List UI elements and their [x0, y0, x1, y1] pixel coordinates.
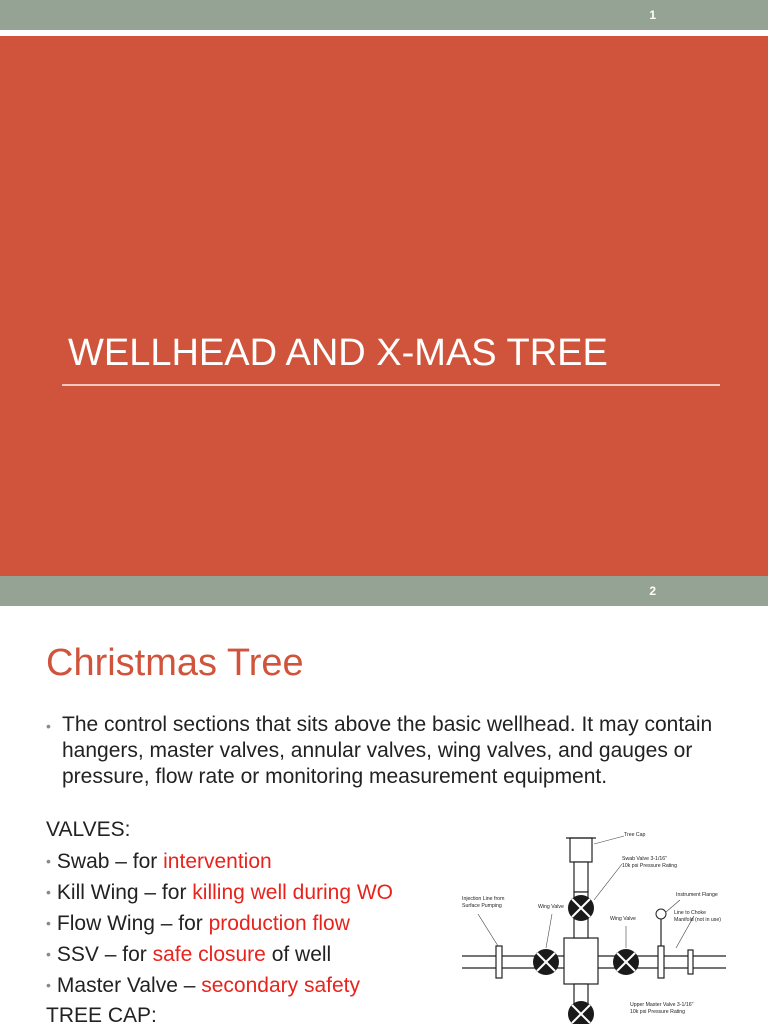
- title-underline: [62, 384, 720, 386]
- intro-paragraph: The control sections that sits above the basic wellhead. It may contain hangers, master valves, annular valves, wing valves, and gauges or pressure, flow rate or monitoring measurement equipment.: [62, 713, 713, 788]
- content-slide[interactable]: [0, 606, 768, 1024]
- valve-label: Swab – for: [56, 850, 164, 873]
- bullet-icon: •: [46, 977, 51, 993]
- title-slide[interactable]: [0, 36, 768, 576]
- valve-label: Master Valve –: [56, 974, 202, 997]
- valve-purpose: production flow: [208, 912, 350, 935]
- diagram-label: Wing Valve: [610, 916, 636, 922]
- diagram-label: Instrument Flange: [676, 892, 718, 898]
- bullet-icon: •: [46, 853, 51, 869]
- valves-heading: VALVES:: [46, 818, 131, 841]
- tree-cap-heading: TREE CAP:: [46, 1004, 157, 1024]
- diagram-label: Wing Valve: [538, 904, 564, 910]
- bullet-icon: •: [46, 884, 51, 900]
- valve-purpose: killing well during WO: [192, 881, 394, 904]
- slide-number: 1: [649, 8, 656, 22]
- diagram-label: 10k psi Pressure Rating: [622, 863, 678, 869]
- bullet-icon: •: [46, 718, 51, 734]
- slide-2-header-band: [0, 576, 768, 606]
- diagram-label: Upper Master Valve 3-1/16": [630, 1002, 694, 1008]
- diagram-label: Manifold (not in use): [674, 917, 721, 923]
- slide-1-header-band: [0, 0, 768, 30]
- wing-valve-left-icon: [533, 949, 559, 975]
- wing-valve-right-icon: [613, 949, 639, 975]
- valve-label: SSV – for: [56, 943, 153, 966]
- diagram-label: 10k psi Pressure Rating: [630, 1009, 686, 1015]
- swab-valve-icon: [568, 895, 594, 921]
- valve-label: Kill Wing – for: [56, 881, 193, 904]
- bullet-icon: •: [46, 915, 51, 931]
- valve-purpose: safe closure: [152, 943, 266, 966]
- slide-title: WELLHEAD AND X-MAS TREE: [68, 332, 608, 374]
- list-item: [46, 943, 331, 967]
- diagram-label: Line to Choke: [674, 910, 707, 916]
- diagram-label: Swab Valve 3-1/16": [622, 856, 667, 862]
- valve-purpose: intervention: [163, 850, 272, 873]
- diagram-label: Surface Pumping: [462, 903, 502, 909]
- slide-number: 2: [649, 584, 656, 598]
- list-item: [46, 912, 350, 936]
- pressure-gauge-icon: [656, 909, 666, 919]
- valve-label: Flow Wing – for: [56, 912, 209, 935]
- christmas-tree-diagram: [458, 828, 730, 1024]
- list-item: [46, 850, 272, 874]
- diagram-label: Tree Cap: [624, 832, 646, 838]
- valve-purpose: secondary safety: [201, 974, 361, 997]
- valve-suffix: of well: [265, 943, 332, 966]
- list-item: [46, 974, 360, 998]
- bullet-icon: •: [46, 946, 51, 962]
- slide-title: Christmas Tree: [46, 642, 304, 684]
- master-valve-icon: [568, 1001, 594, 1024]
- list-item: [46, 881, 393, 905]
- diagram-label: Injection Line from: [462, 896, 505, 902]
